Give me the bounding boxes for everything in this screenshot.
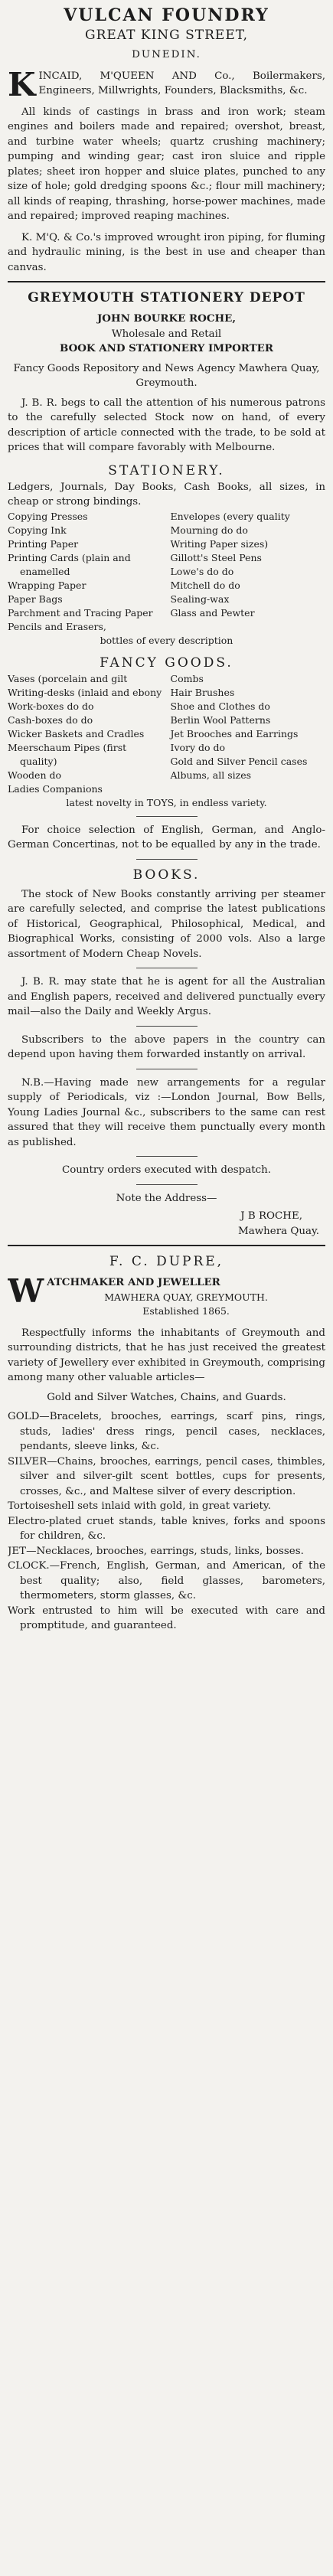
- signature-name: J B ROCHE,: [240, 1210, 302, 1222]
- short-divider: [136, 1156, 198, 1157]
- short-divider: [136, 1184, 198, 1185]
- list-item: Writing-desks (inlaid and ebony: [8, 686, 162, 698]
- list-item: Envelopes (every quality: [170, 510, 290, 522]
- list-item: Berlin Wool Patterns: [170, 713, 271, 726]
- stationery-right-col: [171, 510, 326, 634]
- list-item: Jet Brooches and Earrings: [170, 727, 299, 739]
- list-item: Copying Ink: [8, 524, 67, 536]
- dupre-work: Work entrusted to him will be executed with care and promptitude, and guaranteed.: [8, 1605, 325, 1631]
- vulcan-pipe: K. M'Q. & Co.'s improved wrought iron piping, for fluming and hydraulic mining, is the best in use and cheaper than canvas.: [8, 231, 325, 273]
- dupre-dropcap: W: [8, 1272, 44, 1310]
- books-nb: N.B.—Having made new arrangements for a regular supply of Periodicals, viz :—London Journal, Bow Bells, Young Ladies Journal &c., subscribers to the same can rest assured that they will receive them punctually every month as published.: [8, 1076, 325, 1148]
- stationery-bottles: bottles of every description: [100, 634, 233, 646]
- list-item: Parchment and Tracing Paper: [8, 606, 153, 619]
- list-item: Paper Bags: [8, 593, 63, 605]
- list-item: Lowe's do do: [170, 565, 234, 577]
- books-agent: J. B. R. may state that he is agent for all the Australian and English papers, received and delivered punctually every mail—also the Daily and Weekly Argus.: [8, 976, 325, 1017]
- divider: [8, 281, 325, 282]
- list-item: Vases (porcelain and gilt: [8, 672, 128, 684]
- list-item: Sealing-wax: [170, 593, 230, 605]
- address-note: Note the Address—: [116, 1192, 217, 1204]
- dupre-silver: SILVER—Chains, brooches, earrings, pencil cases, thimbles, silver and silver-gilt scent bottles, cups for presents, crosses, &c., and Maltese silver of every description.: [8, 1455, 325, 1497]
- list-item: Printing Cards (plain and enamelled: [8, 551, 131, 577]
- stationery-ledgers: Ledgers, Journals, Day Books, Cash Books, all sizes, in cheap or strong bindings.: [8, 481, 325, 508]
- stationery-owner: JOHN BOURKE ROCHE,: [96, 312, 237, 325]
- list-item: Shoe and Clothes do: [170, 700, 270, 712]
- fancy-left-col: [8, 672, 163, 796]
- vulcan-body: All kinds of castings in brass and iron work; steam engines and boilers made and repaired; overshot, breast, and turbine water wheels; quartz crushing machinery; pumping and winding gear; cast iron sluice and ripple plates; sheet iron hopper and sluice plates, punched to any size of hole; gold dredging spoons &c.; flour mill machinery; all kinds of reaping, thrashing, horse-power machines, made and repaired; improved reaping machines.: [8, 106, 325, 222]
- list-item: Wrapping Paper: [8, 579, 87, 591]
- dupre-electro-plated: Electro-plated cruet stands, table knives, forks and spoons for children, &c.: [8, 1515, 325, 1542]
- list-item: Ivory do do: [170, 741, 226, 753]
- fancy-goods-list: [8, 672, 325, 796]
- dupre-title: F. C. DUPRE,: [109, 1254, 224, 1269]
- vulcan-street: GREAT KING STREET,: [84, 28, 248, 43]
- list-item: Wooden do: [8, 769, 62, 781]
- vulcan-intro: INCAID, M'QUEEN AND Co., Boilermakers, Engineers, Millwrights, Founders, Blacksmiths, &c.: [38, 70, 325, 96]
- list-item: Ladies Companions: [8, 782, 103, 795]
- fancy-concertinas: For choice selection of English, German, and Anglo-German Concertinas, not to be equalled by any in the trade.: [8, 824, 325, 851]
- dupre-gold: GOLD—Bracelets, brooches, earrings, scarf pins, rings, studs, ladies' dress rings, pencil cases, necklaces, pendants, sleeve links, &c.: [8, 1411, 325, 1452]
- list-item: Combs: [170, 672, 204, 684]
- list-item: Copying Presses: [8, 510, 88, 522]
- stationery-list: [8, 510, 325, 634]
- section-stationery: STATIONERY.: [108, 462, 225, 478]
- short-divider: [136, 816, 198, 817]
- dupre-watches: Gold and Silver Watches, Chains, and Guards.: [47, 1391, 286, 1403]
- stationery-intro: J. B. R. begs to call the attention of his numerous patrons to the carefully selected Stock now on hand, of every description of article connected with the trade, to be sold at prices that will compare favorably with Melbourne.: [8, 397, 325, 453]
- list-item: Printing Paper: [8, 537, 79, 550]
- list-item: Hair Brushes: [170, 686, 235, 698]
- list-item: Cash-boxes do do: [8, 713, 93, 726]
- short-divider: [136, 859, 198, 860]
- list-item: Writing Paper sizes): [170, 537, 269, 550]
- list-item: Wicker Baskets and Cradles: [8, 727, 145, 739]
- books-subscribers: Subscribers to the above papers in the country can depend upon having them forwarded instantly on arrival.: [8, 1033, 325, 1060]
- dupre-jeweller-ad: [8, 1252, 325, 1634]
- list-item: Pencils and Erasers,: [8, 620, 106, 632]
- vulcan-foundry-ad: [8, 5, 325, 275]
- stationery-fancy-line: Fancy Goods Repository and News Agency Mawhera Quay, Greymouth.: [13, 362, 320, 389]
- stationery-left-col: [8, 510, 163, 634]
- fancy-right-col: [171, 672, 326, 796]
- dupre-established: Established 1865.: [142, 1304, 230, 1317]
- dupre-intro: Respectfully informs the inhabitants of Greymouth and surrounding districts, that he has just received the greatest variety of Jewellery ever exhibited in Greymouth, comprising among many other valuable articles—: [8, 1327, 325, 1383]
- fancy-toys: latest novelty in TOYS, in endless variety.: [66, 796, 267, 808]
- list-item: Meerschaum Pipes (first quality): [8, 741, 127, 767]
- dupre-trade: ATCHMAKER AND JEWELLER: [47, 1276, 220, 1288]
- signature-place: Mawhera Quay.: [238, 1225, 319, 1237]
- list-item: Mitchell do do: [170, 579, 240, 591]
- list-item: Gillott's Steel Pens: [170, 551, 262, 563]
- list-item: Gold and Silver Pencil cases: [170, 755, 308, 767]
- dupre-jet: JET—Necklaces, brooches, earrings, studs, links, bosses.: [8, 1545, 304, 1557]
- divider: [8, 1245, 325, 1246]
- dupre-tortoiseshell: Tortoiseshell sets inlaid with gold, in great variety.: [8, 1500, 271, 1512]
- dupre-place: MAWHERA QUAY, GREYMOUTH.: [104, 1291, 268, 1303]
- list-item: Mourning do do: [170, 524, 248, 536]
- list-item: Work-boxes do do: [8, 700, 94, 712]
- short-divider: [136, 1026, 198, 1027]
- stationery-role: Wholesale and Retail: [111, 328, 222, 340]
- stationery-depot-ad: [8, 289, 325, 1239]
- section-books: BOOKS.: [132, 867, 201, 883]
- vulcan-title: VULCAN FOUNDRY: [64, 5, 269, 25]
- newspaper-column: [8, 0, 325, 1634]
- list-item: Albums, all sizes: [170, 769, 252, 781]
- dupre-clock: CLOCK.—French, English, German, and American, of the best quality; also, field glasses, barometers, thermometers, storm glasses, &c.: [8, 1560, 325, 1601]
- vulcan-dropcap: K: [8, 65, 36, 103]
- list-item: Glass and Pewter: [170, 606, 255, 619]
- books-body: The stock of New Books constantly arriving per steamer are carefully selected, and comprise the latest publications of Historical, Geographical, Philosophical, Medical, and Biographical Works, consisting of 2000 vols. Also a large assortment of Modern Cheap Novels.: [8, 888, 325, 960]
- books-country: Country orders executed with despatch.: [62, 1164, 271, 1176]
- stationery-title: GREYMOUTH STATIONERY DEPOT: [28, 290, 305, 305]
- stationery-importer: BOOK AND STATIONERY IMPORTER: [60, 342, 273, 354]
- vulcan-town: DUNEDIN.: [132, 49, 201, 60]
- section-fancy-goods: FANCY GOODS.: [100, 655, 233, 671]
